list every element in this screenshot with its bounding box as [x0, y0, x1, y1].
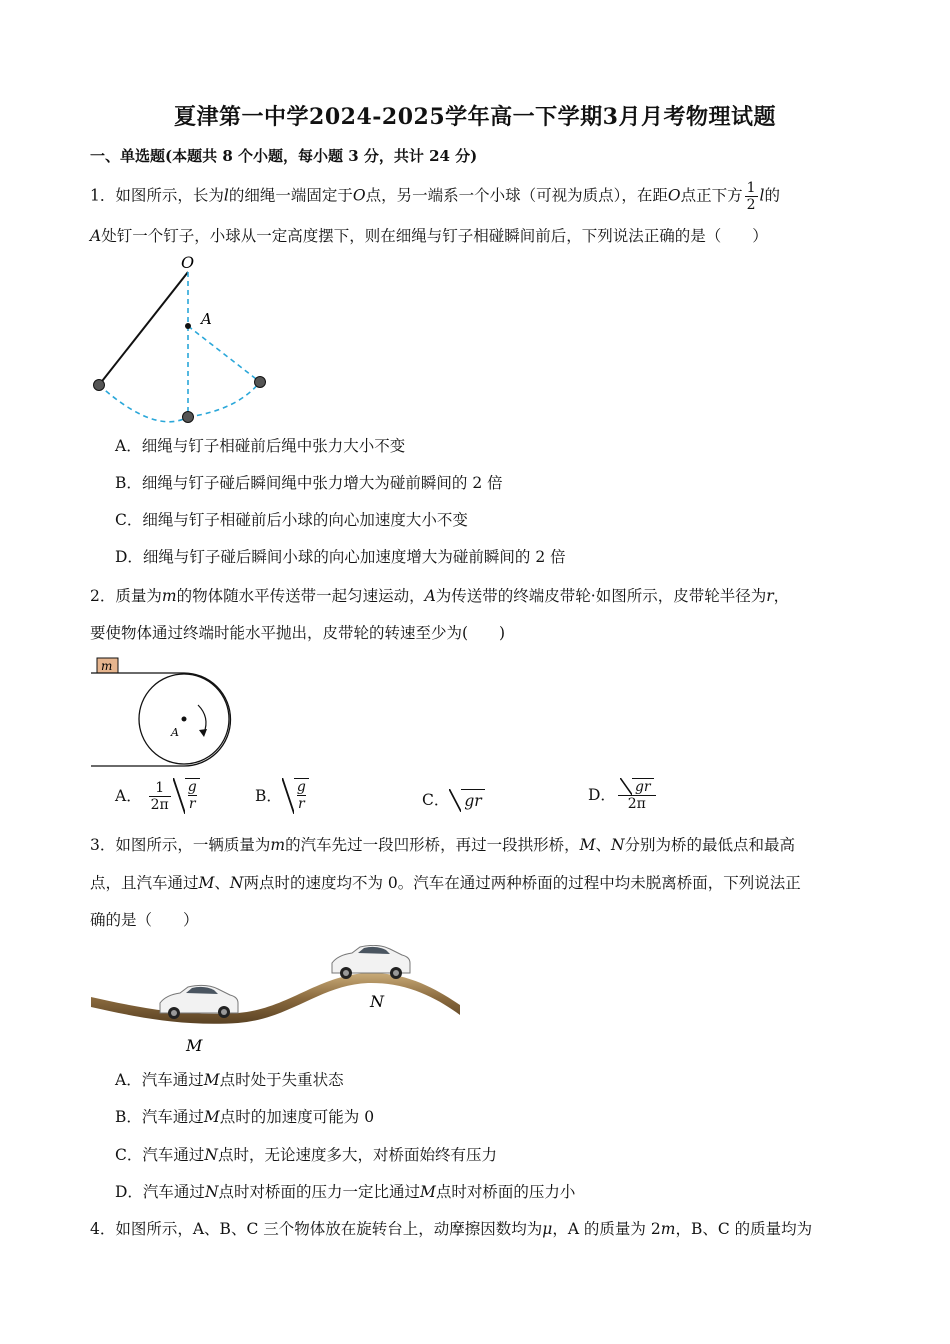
q2-stem-line2: 要使物体通过终端时能水平抛出，皮带轮的转速至少为( ) [90, 624, 506, 642]
q1-stem-line1: 1．如图所示，长为l的细绳一端固定于O点，另一端系一个小球（可视为质点），在距O点正下方 $\frac{1}{2}$ l的 [90, 180, 780, 213]
q2-option-d[interactable]: D． $\frac{gr}{2\pi}$ [588, 778, 658, 824]
q3-stem-line1: 3．如图所示，一辆质量为m的汽车先过一段凹形桥，再过一段拱形桥，M、N分别为桥的最低点和最高 [90, 836, 796, 854]
q3-bridge-figure [88, 945, 468, 1057]
nail-point [185, 323, 191, 329]
q1-option-b[interactable]: B．细绳与钉子碰后瞬间绳中张力增大为碰前瞬间的 2 倍 [115, 474, 503, 492]
q1-option-d[interactable]: D．细绳与钉子碰后瞬间小球的向心加速度增大为碰前瞬间的 2 倍 [115, 548, 566, 566]
q1-option-a[interactable]: A．细绳与钉子相碰前后绳中张力大小不变 [115, 437, 406, 455]
q2-option-a[interactable]: A． $\frac{1}{2\pi}$ $\frac{g}{r}$ [115, 778, 200, 824]
ball-right [255, 377, 266, 388]
short-rope-dashed-line [188, 326, 260, 382]
q1-pendulum-figure [85, 250, 275, 425]
sqrt-g-over-r: $\frac{g}{r}$ [173, 778, 200, 814]
label-A: A [201, 310, 212, 328]
frac-sqrtgr-over-2pi: $\frac{gr}{2\pi}$ [618, 778, 656, 812]
arrowhead-icon [199, 729, 207, 737]
q1-option-c[interactable]: C．细绳与钉子相碰前后小球的向心加速度大小不变 [115, 511, 468, 529]
sqrt-g-over-r: $\frac{g}{r}$ [282, 778, 309, 814]
q3-stem-line3: 确的是（ ） [90, 911, 199, 929]
q3-stem-line2: 点，且汽车通过M、N两点时的速度均不为 0。汽车在通过两种桥面的过程中均未脱离桥面，下列说法正 [90, 874, 801, 892]
label-N: N [370, 992, 384, 1011]
section-heading: 一、单选题(本题共 8 个小题，每小题 3 分，共计 24 分) [90, 147, 478, 165]
q2-option-b[interactable]: B． $\frac{g}{r}$ [255, 778, 309, 824]
q2-conveyor-figure [88, 655, 238, 770]
sqrt-gr: gr [449, 789, 484, 812]
label-A: A [171, 726, 179, 739]
q3-option-c[interactable]: C．汽车通过N点时，无论速度多大，对桥面始终有压力 [115, 1146, 497, 1164]
q4-stem-line1: 4．如图所示，A、B、C 三个物体放在旋转台上，动摩擦因数均为μ，A 的质量为 2m，B、C 的质量均为 [90, 1220, 813, 1238]
label-M: M [186, 1036, 203, 1055]
ball-bottom [183, 412, 194, 423]
q1-stem-line2: A处钉一个钉子，小球从一定高度摆下，则在细绳与钉子相碰瞬间前后，下列说法正确的是（ ） [90, 227, 768, 245]
label-m: m [101, 659, 113, 673]
belt-curve [184, 673, 231, 766]
rotation-arrow-icon [198, 705, 206, 733]
q3-option-d[interactable]: D．汽车通过N点时对桥面的压力一定比通过M点时对桥面的压力小 [115, 1183, 576, 1201]
ball-left [94, 380, 105, 391]
q3-option-a[interactable]: A．汽车通过M点时处于失重状态 [115, 1071, 344, 1089]
q2-stem-line1: 2．质量为m的物体随水平传送带一起匀速运动，A为传送带的终端皮带轮·如图所示，皮带轮半径为r， [90, 587, 790, 605]
frac-1-over-2pi: $\frac{1}{2\pi}$ [150, 779, 169, 813]
pulley-center [182, 717, 187, 722]
fraction-half: $\frac{1}{2}$ [746, 180, 756, 213]
q2-option-c[interactable]: C． gr [422, 788, 485, 812]
arc-long-dashed [99, 385, 188, 422]
label-O: O [181, 253, 195, 272]
page-title: 夏津第一中学2024-2025学年高一下学期3月月考物理试题 [174, 104, 776, 130]
road-surface [91, 973, 460, 1024]
rope-line [99, 272, 188, 385]
q3-option-b[interactable]: B．汽车通过M点时的加速度可能为 0 [115, 1108, 375, 1126]
arc-short-dashed [188, 382, 260, 417]
